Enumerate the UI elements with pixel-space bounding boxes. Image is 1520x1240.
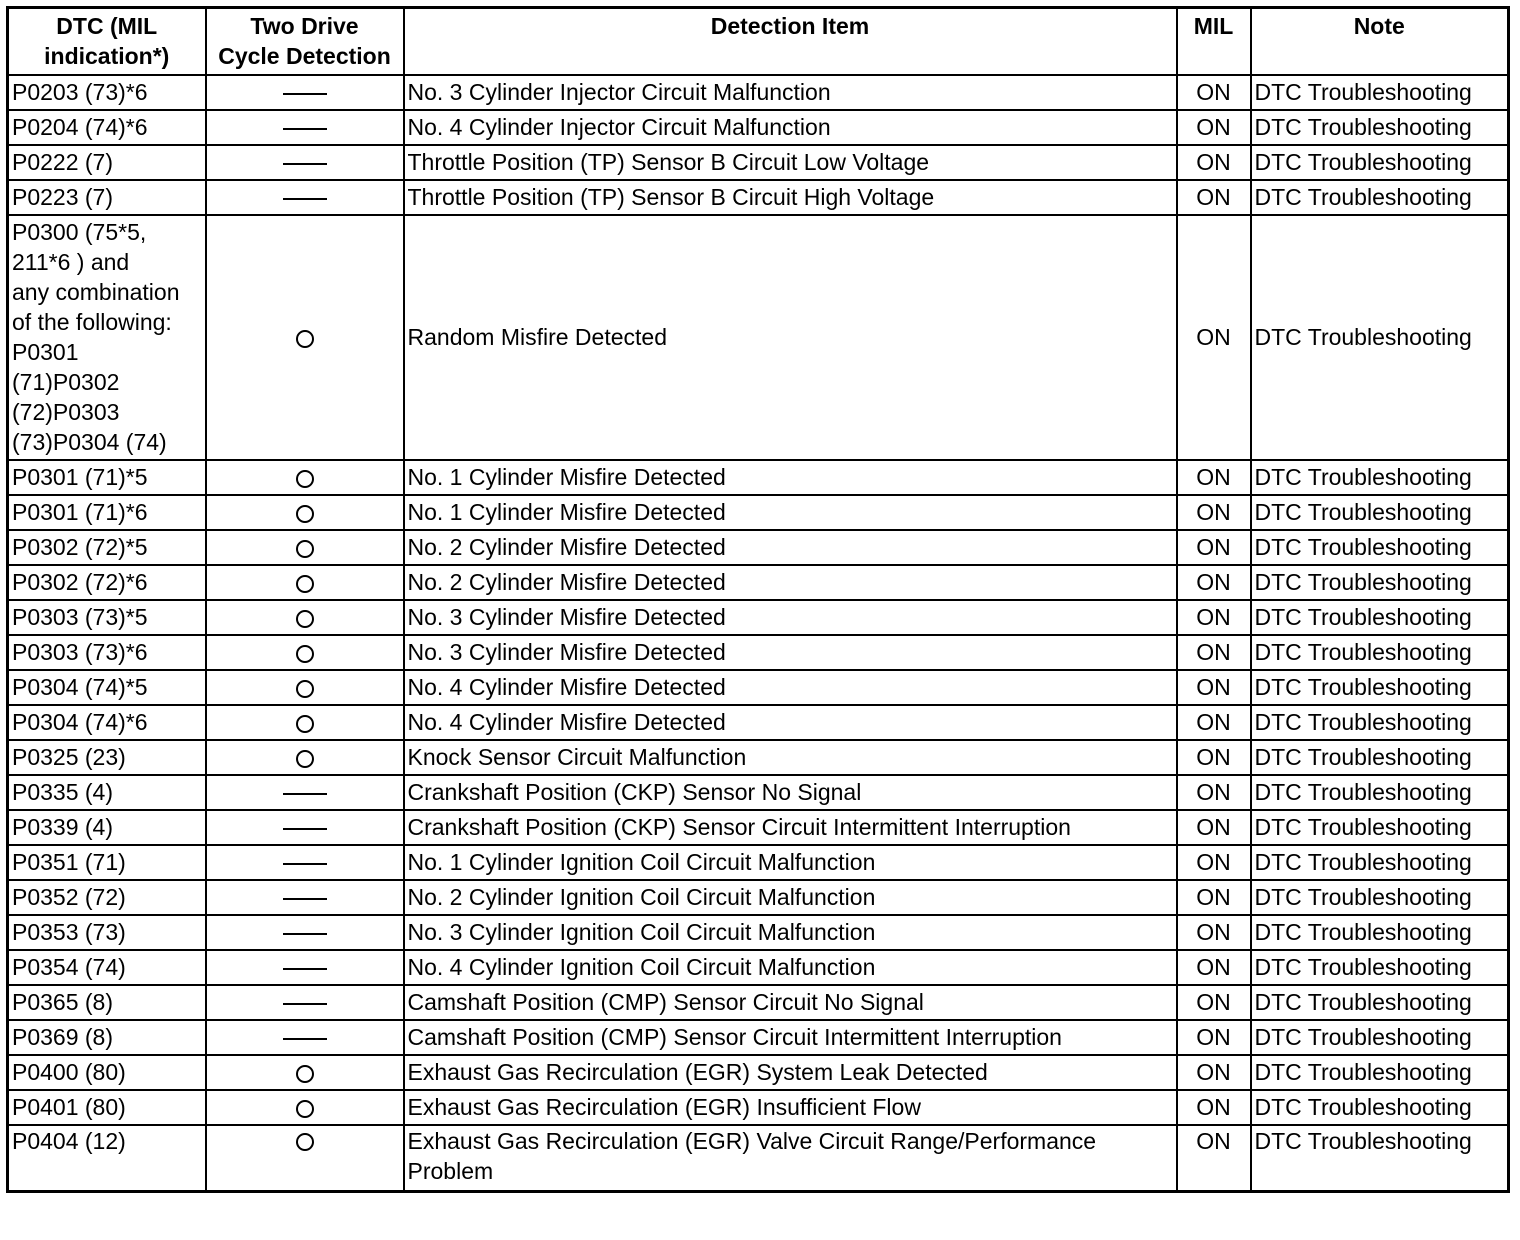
- header-mil: MIL: [1177, 8, 1251, 75]
- dash-mark-icon: [283, 1003, 327, 1005]
- cell-mil: ON: [1177, 530, 1251, 565]
- cell-note: DTC Troubleshooting: [1251, 845, 1509, 880]
- cell-note: DTC Troubleshooting: [1251, 985, 1509, 1020]
- cell-dtc: P0223 (7): [8, 180, 206, 215]
- cell-note: DTC Troubleshooting: [1251, 145, 1509, 180]
- cell-detection-item: No. 2 Cylinder Ignition Coil Circuit Malfunction: [404, 880, 1177, 915]
- table-row: [8, 530, 1509, 565]
- cell-dtc: P0222 (7): [8, 145, 206, 180]
- table-row: [8, 1055, 1509, 1090]
- cell-note: DTC Troubleshooting: [1251, 600, 1509, 635]
- table-row: [8, 985, 1509, 1020]
- cell-dtc: P0352 (72): [8, 880, 206, 915]
- cell-detection-item: Exhaust Gas Recirculation (EGR) Valve Circuit Range/Performance Problem: [404, 1125, 1177, 1192]
- cell-detection-item: Throttle Position (TP) Sensor B Circuit High Voltage: [404, 180, 1177, 215]
- dash-mark-icon: [283, 163, 327, 165]
- cell-detection-item: No. 3 Cylinder Misfire Detected: [404, 635, 1177, 670]
- table-row: [8, 810, 1509, 845]
- cell-mil: ON: [1177, 635, 1251, 670]
- cell-dtc: P0354 (74): [8, 950, 206, 985]
- cell-two-drive-cycle: [206, 880, 404, 915]
- dash-mark-icon: [283, 93, 327, 95]
- cell-mil: ON: [1177, 740, 1251, 775]
- circle-mark-icon: [296, 540, 314, 558]
- cell-note: DTC Troubleshooting: [1251, 950, 1509, 985]
- header-row: [8, 8, 1509, 75]
- cell-dtc: P0303 (73)*5: [8, 600, 206, 635]
- circle-mark-icon: [296, 610, 314, 628]
- table-row: [8, 1020, 1509, 1055]
- cell-mil: ON: [1177, 985, 1251, 1020]
- cell-mil: ON: [1177, 915, 1251, 950]
- cell-note: DTC Troubleshooting: [1251, 740, 1509, 775]
- table-row: [8, 1125, 1509, 1192]
- dash-mark-icon: [283, 198, 327, 200]
- dash-mark-icon: [283, 898, 327, 900]
- cell-dtc: P0301 (71)*5: [8, 460, 206, 495]
- cell-mil: ON: [1177, 110, 1251, 145]
- circle-mark-icon: [296, 715, 314, 733]
- dash-mark-icon: [283, 828, 327, 830]
- cell-dtc: P0325 (23): [8, 740, 206, 775]
- dtc-table: [6, 6, 1510, 1193]
- cell-note: DTC Troubleshooting: [1251, 1055, 1509, 1090]
- cell-mil: ON: [1177, 1055, 1251, 1090]
- cell-dtc: P0204 (74)*6: [8, 110, 206, 145]
- table-row: [8, 915, 1509, 950]
- cell-dtc: P0351 (71): [8, 845, 206, 880]
- cell-two-drive-cycle: [206, 845, 404, 880]
- cell-note: DTC Troubleshooting: [1251, 1020, 1509, 1055]
- table-row: [8, 740, 1509, 775]
- table-row: [8, 670, 1509, 705]
- cell-note: DTC Troubleshooting: [1251, 180, 1509, 215]
- circle-mark-icon: [296, 330, 314, 348]
- cell-detection-item: No. 4 Cylinder Injector Circuit Malfunction: [404, 110, 1177, 145]
- table-row: [8, 1090, 1509, 1125]
- cell-mil: ON: [1177, 145, 1251, 180]
- dash-mark-icon: [283, 933, 327, 935]
- cell-note: DTC Troubleshooting: [1251, 530, 1509, 565]
- cell-mil: ON: [1177, 705, 1251, 740]
- table-row: [8, 705, 1509, 740]
- cell-two-drive-cycle: [206, 915, 404, 950]
- table-row: [8, 75, 1509, 110]
- cell-dtc: P0335 (4): [8, 775, 206, 810]
- cell-note: DTC Troubleshooting: [1251, 635, 1509, 670]
- cell-note: DTC Troubleshooting: [1251, 460, 1509, 495]
- cell-mil: ON: [1177, 75, 1251, 110]
- cell-dtc: P0300 (75*5, 211*6 ) and any combination of the following: P0301 (71)P0302 (72)P0303 (73)P0304 (74): [8, 215, 206, 460]
- cell-dtc: P0301 (71)*6: [8, 495, 206, 530]
- cell-mil: ON: [1177, 1090, 1251, 1125]
- circle-mark-icon: [296, 575, 314, 593]
- cell-mil: ON: [1177, 845, 1251, 880]
- cell-detection-item: No. 2 Cylinder Misfire Detected: [404, 530, 1177, 565]
- cell-note: DTC Troubleshooting: [1251, 75, 1509, 110]
- circle-mark-icon: [296, 1100, 314, 1118]
- cell-mil: ON: [1177, 1020, 1251, 1055]
- header-two-drive-cycle: Two Drive Cycle Detection: [206, 8, 404, 75]
- cell-two-drive-cycle: [206, 530, 404, 565]
- circle-mark-icon: [296, 1133, 314, 1151]
- table-row: [8, 565, 1509, 600]
- cell-dtc: P0304 (74)*5: [8, 670, 206, 705]
- dash-mark-icon: [283, 793, 327, 795]
- cell-note: DTC Troubleshooting: [1251, 810, 1509, 845]
- cell-mil: ON: [1177, 180, 1251, 215]
- header-dtc: DTC (MIL indication*): [8, 8, 206, 75]
- cell-detection-item: Exhaust Gas Recirculation (EGR) System Leak Detected: [404, 1055, 1177, 1090]
- cell-mil: ON: [1177, 1125, 1251, 1192]
- cell-dtc: P0303 (73)*6: [8, 635, 206, 670]
- circle-mark-icon: [296, 645, 314, 663]
- table-row: [8, 180, 1509, 215]
- cell-mil: ON: [1177, 215, 1251, 460]
- cell-two-drive-cycle: [206, 635, 404, 670]
- cell-detection-item: No. 4 Cylinder Misfire Detected: [404, 705, 1177, 740]
- cell-dtc: P0365 (8): [8, 985, 206, 1020]
- cell-two-drive-cycle: [206, 775, 404, 810]
- cell-note: DTC Troubleshooting: [1251, 110, 1509, 145]
- table-body: [8, 75, 1509, 1192]
- cell-note: DTC Troubleshooting: [1251, 915, 1509, 950]
- table-row: [8, 145, 1509, 180]
- table-row: [8, 775, 1509, 810]
- dash-mark-icon: [283, 1038, 327, 1040]
- cell-detection-item: No. 4 Cylinder Misfire Detected: [404, 670, 1177, 705]
- cell-mil: ON: [1177, 600, 1251, 635]
- cell-two-drive-cycle: [206, 740, 404, 775]
- cell-two-drive-cycle: [206, 705, 404, 740]
- cell-mil: ON: [1177, 880, 1251, 915]
- cell-mil: ON: [1177, 460, 1251, 495]
- cell-two-drive-cycle: [206, 180, 404, 215]
- cell-two-drive-cycle: [206, 215, 404, 460]
- circle-mark-icon: [296, 750, 314, 768]
- cell-note: DTC Troubleshooting: [1251, 880, 1509, 915]
- cell-two-drive-cycle: [206, 600, 404, 635]
- cell-detection-item: Crankshaft Position (CKP) Sensor No Signal: [404, 775, 1177, 810]
- cell-detection-item: No. 2 Cylinder Misfire Detected: [404, 565, 1177, 600]
- circle-mark-icon: [296, 680, 314, 698]
- cell-detection-item: Random Misfire Detected: [404, 215, 1177, 460]
- cell-detection-item: No. 1 Cylinder Misfire Detected: [404, 460, 1177, 495]
- cell-two-drive-cycle: [206, 1055, 404, 1090]
- cell-two-drive-cycle: [206, 1125, 404, 1192]
- cell-detection-item: No. 1 Cylinder Misfire Detected: [404, 495, 1177, 530]
- table-row: [8, 460, 1509, 495]
- cell-note: DTC Troubleshooting: [1251, 565, 1509, 600]
- cell-detection-item: No. 4 Cylinder Ignition Coil Circuit Malfunction: [404, 950, 1177, 985]
- dash-mark-icon: [283, 863, 327, 865]
- header-note: Note: [1251, 8, 1509, 75]
- cell-detection-item: Throttle Position (TP) Sensor B Circuit Low Voltage: [404, 145, 1177, 180]
- cell-dtc: P0353 (73): [8, 915, 206, 950]
- cell-note: DTC Troubleshooting: [1251, 495, 1509, 530]
- cell-dtc: P0369 (8): [8, 1020, 206, 1055]
- cell-detection-item: No. 3 Cylinder Misfire Detected: [404, 600, 1177, 635]
- cell-two-drive-cycle: [206, 110, 404, 145]
- cell-detection-item: No. 3 Cylinder Injector Circuit Malfunction: [404, 75, 1177, 110]
- cell-two-drive-cycle: [206, 460, 404, 495]
- cell-mil: ON: [1177, 950, 1251, 985]
- table-row: [8, 845, 1509, 880]
- cell-mil: ON: [1177, 495, 1251, 530]
- cell-detection-item: Crankshaft Position (CKP) Sensor Circuit Intermittent Interruption: [404, 810, 1177, 845]
- cell-two-drive-cycle: [206, 75, 404, 110]
- table-row: [8, 110, 1509, 145]
- cell-dtc: P0400 (80): [8, 1055, 206, 1090]
- cell-two-drive-cycle: [206, 495, 404, 530]
- cell-two-drive-cycle: [206, 1020, 404, 1055]
- cell-mil: ON: [1177, 810, 1251, 845]
- cell-note: DTC Troubleshooting: [1251, 215, 1509, 460]
- cell-two-drive-cycle: [206, 145, 404, 180]
- cell-two-drive-cycle: [206, 670, 404, 705]
- cell-note: DTC Troubleshooting: [1251, 1090, 1509, 1125]
- cell-two-drive-cycle: [206, 985, 404, 1020]
- cell-dtc: P0401 (80): [8, 1090, 206, 1125]
- table-row: [8, 950, 1509, 985]
- cell-detection-item: Camshaft Position (CMP) Sensor Circuit No Signal: [404, 985, 1177, 1020]
- circle-mark-icon: [296, 470, 314, 488]
- cell-two-drive-cycle: [206, 565, 404, 600]
- cell-dtc: P0302 (72)*5: [8, 530, 206, 565]
- cell-two-drive-cycle: [206, 950, 404, 985]
- cell-dtc: P0304 (74)*6: [8, 705, 206, 740]
- table-row: [8, 635, 1509, 670]
- table-row: [8, 215, 1509, 460]
- cell-two-drive-cycle: [206, 1090, 404, 1125]
- table-row: [8, 600, 1509, 635]
- cell-mil: ON: [1177, 775, 1251, 810]
- cell-note: DTC Troubleshooting: [1251, 705, 1509, 740]
- cell-dtc: P0302 (72)*6: [8, 565, 206, 600]
- circle-mark-icon: [296, 1065, 314, 1083]
- table-row: [8, 495, 1509, 530]
- cell-detection-item: No. 1 Cylinder Ignition Coil Circuit Malfunction: [404, 845, 1177, 880]
- circle-mark-icon: [296, 505, 314, 523]
- cell-two-drive-cycle: [206, 810, 404, 845]
- cell-dtc: P0404 (12): [8, 1125, 206, 1192]
- header-detection-item: Detection Item: [404, 8, 1177, 75]
- cell-detection-item: No. 3 Cylinder Ignition Coil Circuit Malfunction: [404, 915, 1177, 950]
- cell-mil: ON: [1177, 565, 1251, 600]
- dash-mark-icon: [283, 968, 327, 970]
- cell-detection-item: Exhaust Gas Recirculation (EGR) Insufficient Flow: [404, 1090, 1177, 1125]
- cell-note: DTC Troubleshooting: [1251, 670, 1509, 705]
- cell-note: DTC Troubleshooting: [1251, 1125, 1509, 1192]
- table-row: [8, 880, 1509, 915]
- cell-dtc: P0203 (73)*6: [8, 75, 206, 110]
- cell-detection-item: Camshaft Position (CMP) Sensor Circuit Intermittent Interruption: [404, 1020, 1177, 1055]
- cell-dtc: P0339 (4): [8, 810, 206, 845]
- dash-mark-icon: [283, 128, 327, 130]
- cell-detection-item: Knock Sensor Circuit Malfunction: [404, 740, 1177, 775]
- cell-mil: ON: [1177, 670, 1251, 705]
- cell-note: DTC Troubleshooting: [1251, 775, 1509, 810]
